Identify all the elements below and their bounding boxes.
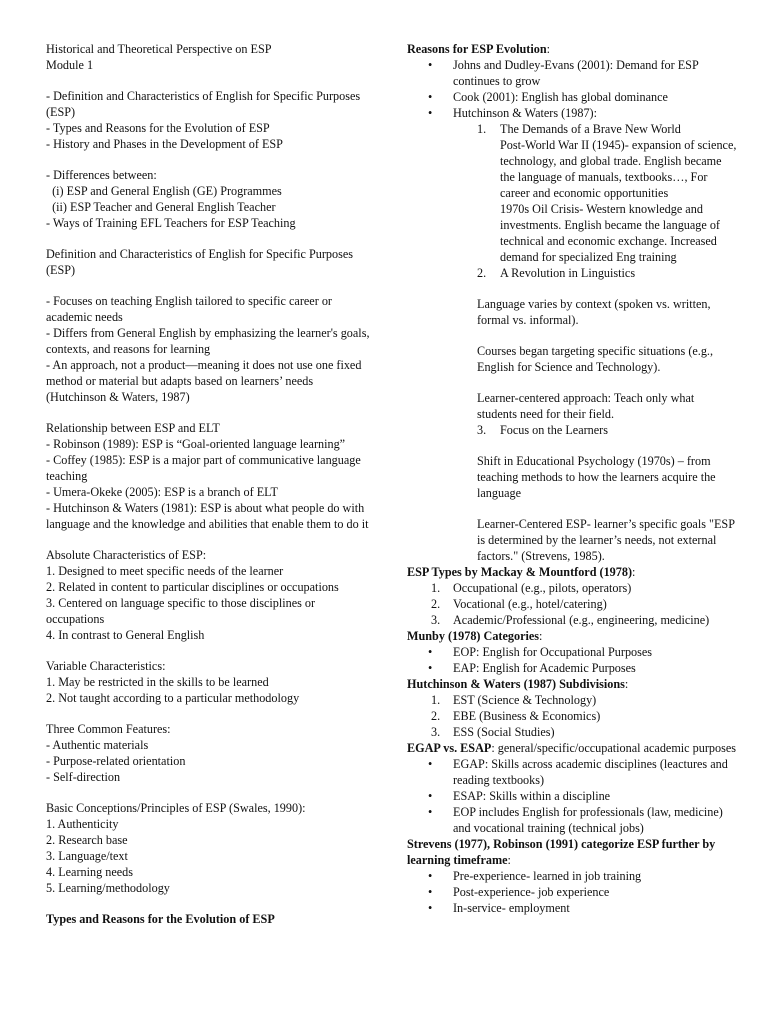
list-item: 1. Authenticity (46, 817, 119, 831)
list-item: 2. Not taught according to a particular methodology (46, 691, 300, 705)
list-item: 4. In contrast to General English (46, 628, 205, 642)
numbered-item: 3. ESS (Social Studies) (431, 725, 555, 739)
numbered-item: 1. Occupational (e.g., pilots, operators) (431, 581, 632, 595)
definition-point: - An approach, not a product—meaning it does not use one fixed method or material but adapts based on learners’ needs (Hutchinson & Waters, 1987) (46, 358, 362, 404)
bullet-item: • EAP: English for Academic Purposes (407, 660, 737, 676)
section-heading: Types and Reasons for the Evolution of ESP (46, 912, 275, 926)
bullet-item: • Cook (2001): English has global dominance (407, 89, 737, 105)
list-item: 2. Research base (46, 833, 128, 847)
definition-point: - Differs from General English by emphasizing the learner's goals, contexts, and reasons for learning (46, 326, 370, 356)
section-heading: ESP Types by Mackay & Mountford (1978): (407, 565, 636, 579)
list-item: 3. Centered on language specific to those disciplines or occupations (46, 596, 316, 626)
numbered-item: 2. A Revolution in Linguistics (477, 266, 636, 280)
outline-item: - Differences between: (46, 168, 157, 182)
bullet-item: • ESAP: Skills within a discipline (407, 788, 737, 804)
module-label: Module 1 (46, 58, 94, 72)
list-item: 2. Related in content to particular disciplines or occupations (46, 580, 339, 594)
section-heading: Definition and Characteristics of English for Specific Purposes (ESP) (46, 247, 353, 277)
bullet-item: • Johns and Dudley-Evans (2001): Demand for ESP continues to grow (407, 57, 737, 89)
bullet-item: • Pre-experience- learned in job training (407, 868, 737, 884)
right-column (407, 41, 737, 916)
list-item: 3. Language/text (46, 849, 128, 863)
list-item: 4. Learning needs (46, 865, 133, 879)
bullet-item: • Hutchinson & Waters (1987): (407, 105, 737, 121)
detail-text: Shift in Educational Psychology (1970s) – from teaching methods to how the learners acquire the language (477, 454, 716, 500)
numbered-item: 1. The Demands of a Brave New World (477, 122, 681, 136)
list-item: 1. Designed to meet specific needs of the learner (46, 564, 284, 578)
definition-point: - Focuses on teaching English tailored to specific career or academic needs (46, 294, 332, 324)
section-heading: Munby (1978) Categories: (407, 629, 543, 643)
detail-text: Language varies by context (spoken vs. written, formal vs. informal). (477, 297, 711, 327)
numbered-item: 2. EBE (Business & Economics) (431, 709, 601, 723)
section-heading: Absolute Characteristics of ESP: (46, 548, 207, 562)
numbered-item: 3. Focus on the Learners (477, 423, 608, 437)
numbered-item: 1. EST (Science & Technology) (431, 693, 597, 707)
list-item: 1. May be restricted in the skills to be learned (46, 675, 269, 689)
list-item: - Self-direction (46, 770, 121, 784)
section-heading: Reasons for ESP Evolution: (407, 42, 551, 56)
outline-item: - Types and Reasons for the Evolution of ESP (46, 121, 270, 135)
detail-text: 1970s Oil Crisis- Western knowledge and investments. English became the language of technical and economic exchange. Increased demand for specialized Eng training (500, 202, 720, 264)
section-heading: EGAP vs. ESAP: general/specific/occupational academic purposes (407, 741, 736, 755)
section-heading: Relationship between ESP and ELT (46, 421, 220, 435)
outline-item: - Ways of Training EFL Teachers for ESP Teaching (46, 216, 296, 230)
bullet-item: • EOP: English for Occupational Purposes (407, 644, 737, 660)
detail-text: Post-World War II (1945)- expansion of science, technology, and global trade. English became the language of manuals, textbooks…, For career and economic opportunities (500, 138, 737, 200)
outline-item: (ii) ESP Teacher and General English Teacher (46, 200, 276, 214)
section-heading: Variable Characteristics: (46, 659, 166, 673)
section-heading: Basic Conceptions/Principles of ESP (Swales, 1990): (46, 801, 306, 815)
numbered-item: 3. Academic/Professional (e.g., engineering, medicine) (431, 613, 710, 627)
relationship-point: - Robinson (1989): ESP is “Goal-oriented language learning” (46, 437, 346, 451)
section-heading: Hutchinson & Waters (1987) Subdivisions: (407, 677, 629, 691)
bullet-item: • EOP includes English for professionals (law, medicine) and vocational training (technical jobs) (407, 804, 737, 836)
relationship-point: - Umera-Okeke (2005): ESP is a branch of ELT (46, 485, 278, 499)
detail-text: Learner-centered approach: Teach only what students need for their field. (477, 391, 695, 421)
outline-item: - Definition and Characteristics of English for Specific Purposes (ESP) (46, 89, 361, 119)
numbered-item: 2. Vocational (e.g., hotel/catering) (431, 597, 607, 611)
doc-title: Historical and Theoretical Perspective on ESP (46, 42, 272, 56)
detail-text: Courses began targeting specific situations (e.g., English for Science and Technology). (477, 344, 714, 374)
list-item: 5. Learning/methodology (46, 881, 170, 895)
bullet-item: • In-service- employment (407, 900, 737, 916)
list-item: - Purpose-related orientation (46, 754, 186, 768)
section-heading: Strevens (1977), Robinson (1991) categorize ESP further by learning timeframe: (407, 837, 716, 867)
detail-text: Learner-Centered ESP- learner’s specific goals "ESP is determined by the learner’s needs, not external factors." (Strevens, 1985). (477, 517, 735, 563)
relationship-point: - Hutchinson & Waters (1981): ESP is about what people do with language and the knowledge and abilities that enable them to do it (46, 501, 369, 531)
list-item: - Authentic materials (46, 738, 149, 752)
left-column (46, 41, 371, 927)
outline-item: (i) ESP and General English (GE) Programmes (46, 184, 282, 198)
bullet-item: • Post-experience- job experience (407, 884, 737, 900)
section-heading: Three Common Features: (46, 722, 171, 736)
relationship-point: - Coffey (1985): ESP is a major part of communicative language teaching (46, 453, 361, 483)
bullet-item: • EGAP: Skills across academic disciplines (leactures and reading textbooks) (407, 756, 737, 788)
outline-item: - History and Phases in the Development of ESP (46, 137, 283, 151)
